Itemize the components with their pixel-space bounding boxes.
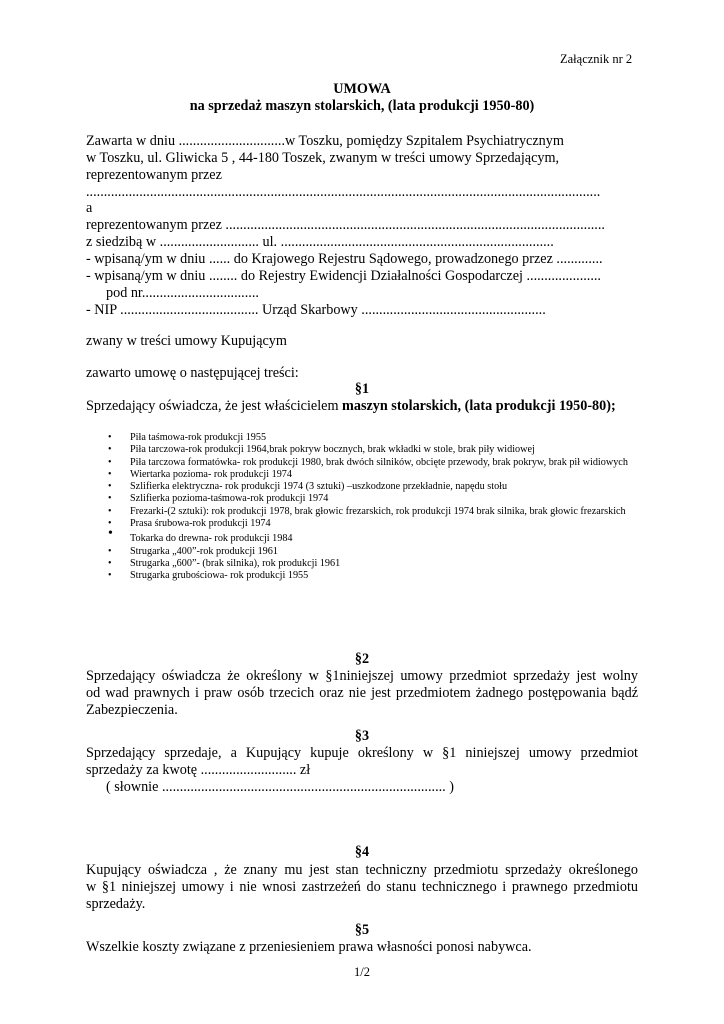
list-item: • Szlifierka pozioma-taśmowa-rok produkcji 1974 (108, 493, 648, 505)
intro-line-dotted: ................................................................................................................................................. (86, 184, 601, 200)
intro-line-date-place: Zawarta w dniu ..............................w Toszku, pomiędzy Szpitalem Psychiatrycznym (86, 133, 564, 149)
intro-line-nip: - NIP ....................................... Urząd Skarbowy .................................................... (86, 302, 546, 318)
section-2-line-2: od wad prawnych i praw osób trzecich oraz nie jest przedmiotem żadnego postępowania bądź (86, 685, 638, 701)
list-item: • Strugarka „600”- (brak silnika), rok produkcji 1961 (108, 558, 648, 570)
intro-line-register-number: pod nr................................. (106, 285, 259, 301)
intro-line-buyer-seat: z siedzibą w ............................ ul. ............................................................................. (86, 234, 554, 250)
section-2-line-1: Sprzedający oświadcza że określony w §1niniejszej umowy przedmiot sprzedaży jest wolny (86, 668, 638, 684)
section-1-text (86, 397, 616, 415)
list-item: • Szlifierka elektryczna- rok produkcji 1974 (3 sztuki) –uszkodzone przekładnie, napędu stołu (108, 481, 648, 493)
list-item: • Frezarki-(2 sztuki): rok produkcji 1978, brak głowic frezarskich, rok produkcji 1974 brak silnika, brak głowic frezarskich (108, 506, 648, 518)
document-title: UMOWA (333, 81, 391, 97)
buyer-definition: zwany w treści umowy Kupującym (86, 333, 287, 349)
section-1-text-bold: maszyn stolarskich, (lata produkcji 1950-80); (342, 398, 616, 414)
intro-line-ceidg: - wpisaną/ym w dniu ........ do Rejestry Ewidencji Działalności Gospodarczej ..................... (86, 268, 601, 284)
intro-line-and: a (86, 200, 93, 216)
list-item: • Prasa śrubowa-rok produkcji 1974 (108, 518, 648, 530)
list-item: • Tokarka do drewna- rok produkcji 1984 (108, 530, 648, 545)
section-4-line-3: sprzedaży. (86, 896, 146, 912)
section-3-price-line: sprzedaży za kwotę ........................... zł (86, 762, 311, 778)
intro-line-krs: - wpisaną/ym w dniu ...... do Krajowego Rejestru Sądowego, prowadzonego przez ............. (86, 251, 603, 267)
intro-line-represented-by: reprezentowanym przez (86, 167, 222, 183)
section-5-line-1: Wszelkie koszty związane z przeniesieniem prawa własności ponosi nabywca. (86, 939, 532, 955)
list-item: • Piła taśmowa-rok produkcji 1955 (108, 432, 648, 444)
section-4-heading: §4 (354, 844, 370, 860)
list-item: • Piła tarczowa-rok produkcji 1964,brak pokryw bocznych, brak wkładki w stole, brak piły widiowej (108, 444, 648, 456)
section-2-heading: §2 (354, 651, 370, 667)
intro-line-buyer-represented: reprezentowanym przez ........................................................................................................... (86, 217, 605, 233)
list-item: • Wiertarka pozioma- rok produkcji 1974 (108, 469, 648, 481)
attachment-label: Załącznik nr 2 (560, 52, 633, 66)
document-subtitle: na sprzedaż maszyn stolarskich, (lata produkcji 1950-80) (189, 98, 535, 114)
section-5-heading: §5 (354, 922, 370, 938)
section-2-line-3: Zabezpieczenia. (86, 702, 178, 718)
section-3-line-1: Sprzedający sprzedaje, a Kupujący kupuje określony w §1 niniejszej umowy przedmiot (86, 745, 638, 761)
concluded-statement: zawarto umowę o następującej treści: (86, 365, 299, 381)
list-item: • Strugarka grubościowa- rok produkcji 1955 (108, 570, 648, 582)
section-4-line-1: Kupujący oświadcza , że znany mu jest stan techniczny przedmiotu sprzedaży określonego (86, 862, 638, 878)
section-3-amount-in-words: ( słownie ................................................................................ ) (106, 779, 454, 795)
list-item: • Strugarka „400”-rok produkcji 1961 (108, 546, 648, 558)
section-1-text-prefix: Sprzedający oświadcza, że jest właścicielem (86, 398, 339, 414)
list-item: • Piła tarczowa formatówka- rok produkcji 1980, brak dwóch silników, obcięte przewody, brak pokryw, brak pił widiowych (108, 457, 648, 469)
section-3-heading: §3 (354, 728, 370, 744)
machine-list (108, 432, 648, 583)
section-4-line-2: w §1 niniejszej umowy i nie wnosi zastrzeżeń do stanu technicznego i prawnego przedmiotu (86, 879, 638, 895)
section-1-heading: §1 (354, 381, 370, 397)
page-number: 1/2 (354, 965, 370, 979)
intro-line-seller-address: w Toszku, ul. Gliwicka 5 , 44-180 Toszek, zwanym w treści umowy Sprzedającym, (86, 150, 560, 166)
